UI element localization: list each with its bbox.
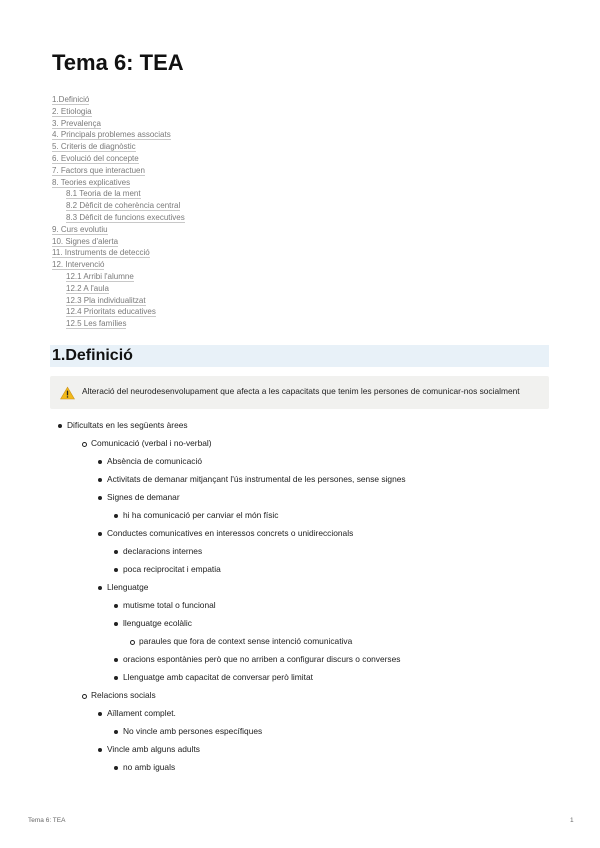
bullet-marker [114,604,118,608]
toc-link-label: 11. Instruments de detecció [52,248,150,258]
toc-link[interactable] [52,129,352,141]
list-item: Relacions socials [91,690,156,700]
toc-link-label: 2. Etiologia [52,106,92,116]
toc-link-label: 9. Curs evolutiu [52,224,108,234]
page-number: 1 [570,817,574,824]
toc-link-label: 7. Factors que interactuen [52,165,145,175]
bullet-marker [114,514,118,518]
list-item: poca reciprocitat i empatia [123,564,221,574]
callout-box [50,376,549,409]
list-item: Llenguatge amb capacitat de conversar però limitat [123,672,313,682]
toc-link-label: 10. Signes d'alerta [52,236,119,246]
toc-link-label: 5. Criteris de diagnòstic [52,142,136,152]
toc-link[interactable] [52,165,352,177]
bullet-marker [130,640,135,645]
bullet-marker [98,586,102,590]
bullet-marker [114,550,118,554]
toc-link[interactable] [52,188,352,200]
toc-link-label: 12.4 Prioritats educatives [66,307,156,317]
list-item: Vincle amb alguns adults [107,744,200,754]
toc-link-label: 6. Evolució del concepte [52,153,139,163]
section-heading-bar [50,345,549,367]
list-item: declaracions internes [123,546,203,556]
toc-link[interactable] [52,118,352,130]
toc-link[interactable] [52,306,352,318]
toc-link-label: 12.5 Les famílies [66,319,127,329]
table-of-contents [52,94,352,330]
toc-link-label: 12. Intervenció [52,260,105,270]
toc-link[interactable] [52,106,352,118]
toc-link[interactable] [52,283,352,295]
list-item: no amb iguals [123,762,176,772]
callout-text: Alteració del neurodesenvolupament que afecta a les capacitats que tenim les persones de comunicar-nos socialment [82,386,520,396]
toc-link[interactable] [52,271,352,283]
bullet-marker [98,496,102,500]
bullet-marker [58,424,62,428]
bullet-marker [114,658,118,662]
toc-link[interactable] [52,141,352,153]
footer-title: Tema 6: TEA [28,817,66,824]
toc-link[interactable] [52,200,352,212]
bullet-marker [82,442,87,447]
bullet-marker [98,532,102,536]
bullet-marker [98,460,102,464]
list-item: mutisme total o funcional [123,600,216,610]
toc-link-label: 8. Teories explicatives [52,177,131,187]
bullet-marker [82,694,87,699]
toc-link[interactable] [52,318,352,330]
toc-link[interactable] [52,224,352,236]
toc-link[interactable] [52,94,352,106]
toc-link[interactable] [52,212,352,224]
bullet-marker [114,568,118,572]
toc-link-label: 3. Prevalença [52,118,101,128]
toc-link[interactable] [52,153,352,165]
list-item: Llenguatge [107,582,149,592]
bullet-marker [98,478,102,482]
toc-link-label: 12.2 A l'aula [66,283,109,293]
toc-link-label: 12.1 Arribi l'alumne [66,271,134,281]
toc-link[interactable] [52,236,352,248]
warning-icon [60,386,75,400]
list-item: Conductes comunicatives en interessos concrets o unidireccionals [107,528,354,538]
bullet-marker [114,622,118,626]
toc-link[interactable] [52,247,352,259]
bullet-marker [114,676,118,680]
toc-link-label: 8.1 Teoria de la ment [66,189,141,199]
list-item: Aïllament complet. [107,708,176,718]
bullet-marker [114,766,118,770]
toc-link-label: 12.3 Pla individualitzat [66,295,146,305]
toc-link-label: 1.Definició [52,95,90,104]
page-title: Tema 6: TEA [52,50,184,75]
toc-link[interactable] [52,177,352,189]
bullet-marker [98,748,102,752]
list-item: paraules que fora de context sense intenció comunicativa [139,636,353,646]
toc-link-label: 4. Principals problemes associats [52,130,171,140]
list-item: Signes de demanar [107,492,180,502]
list-item: Activitats de demanar mitjançant l'ús instrumental de les persones, sense signes [107,474,406,484]
toc-link-label: 8.2 Dèficit de coherència central [66,201,181,211]
list-item: No vincle amb persones específiques [123,726,263,736]
section-heading: 1.Definició [52,347,133,364]
list-item: Dificultats en les següents àrees [67,420,188,430]
toc-link[interactable] [52,259,352,271]
toc-link[interactable] [52,295,352,307]
list-item: hi ha comunicació per canviar el món físic [123,510,279,520]
bullet-marker [98,712,102,716]
list-item: Absència de comunicació [107,456,202,466]
list-item: oracions espontànies però que no arriben a configurar discurs o converses [123,654,401,664]
list-item: llenguatge ecolàlic [123,618,192,628]
list-item: Comunicació (verbal i no-verbal) [91,438,212,448]
toc-link-label: 8.3 Dèficit de funcions executives [66,212,185,222]
bullet-marker [114,730,118,734]
